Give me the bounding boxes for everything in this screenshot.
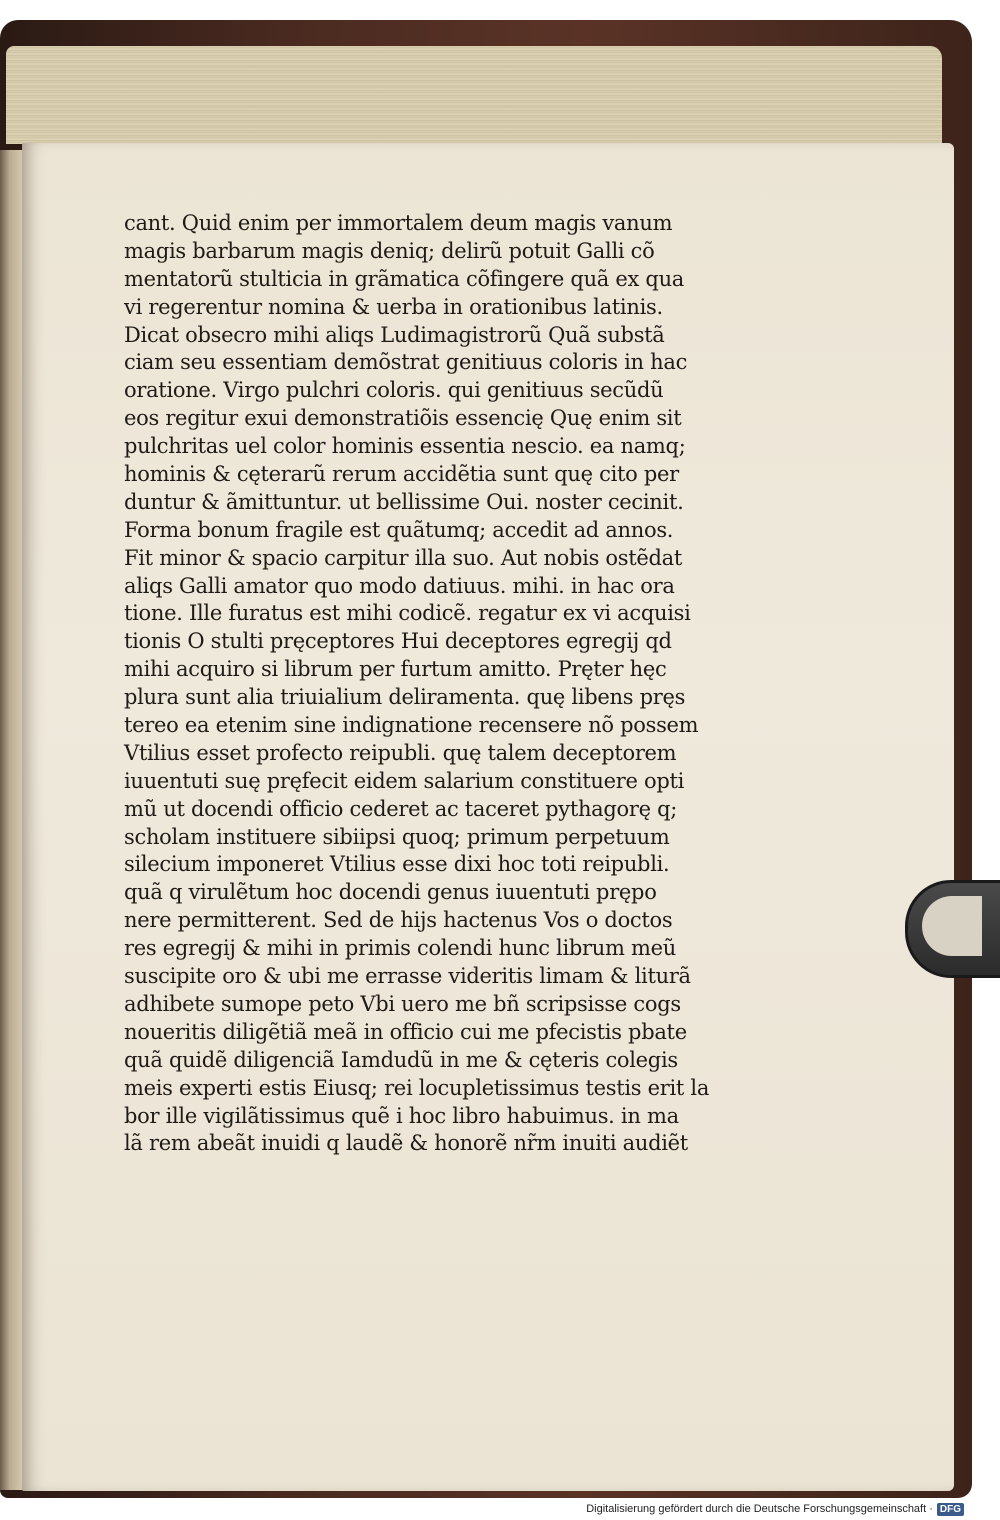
text-line: cant. Quid enim per immortalem deum magis vanum — [124, 211, 673, 235]
text-line: quã quidẽ diligenciã Iamdudũ in me & cęteris colegis — [124, 1047, 678, 1072]
text-line: res egregij & mihi in primis colendi hunc librum meũ — [124, 936, 676, 961]
text-line: meis experti estis Eiusq; rei locupletissimus testis erit la — [124, 1075, 710, 1100]
dfg-logo: DFG — [937, 1503, 964, 1516]
text-line: nere permitterent. Sed de hijs hactenus Vos o doctos — [124, 908, 673, 933]
text-line: Vtilius esset profecto reipubli. quę talem deceptorem — [124, 740, 677, 765]
text-line: oratione. Virgo pulchri coloris. qui genitiuus secũdũ — [124, 378, 664, 403]
text-line: mũ ut docendi officio cederet ac taceret pythagorę q; — [124, 796, 678, 821]
text-line: tionis O stulti pręceptores Hui deceptores egregij qd — [124, 629, 672, 654]
book-clasp-inner — [922, 896, 982, 956]
text-line: vi regerentur nomina & uerba in orationibus latinis. — [124, 294, 663, 319]
text-line: tione. Ille furatus est mihi codicẽ. regatur ex vi acquisi — [124, 601, 691, 626]
text-line: pulchritas uel color hominis essentia nescio. ea namq; — [124, 434, 686, 459]
text-line: ciam seu essentiam demõstrat genitiuus coloris in hac — [124, 350, 688, 375]
text-line: bor ille vigilãtissimus quẽ i hoc libro habuimus. in ma — [124, 1103, 679, 1128]
text-line: Forma bonum fragile est quãtumq; accedit ad annos. — [124, 517, 674, 542]
text-line: mihi acquiro si librum per furtum amitto. Pręter hęc — [124, 657, 667, 682]
page-edges — [6, 46, 942, 144]
text-line: silecium imponeret Vtilius esse dixi hoc toti reipubli. — [124, 852, 670, 877]
text-line: Fit minor & spacio carpitur illa suo. Aut nobis ostẽdat — [124, 545, 683, 570]
text-line: Dicat obsecro mihi aliqs Ludimagistrorũ Quã substã — [124, 322, 665, 347]
text-line: mentatorũ stulticia in grãmatica cõfingere quã ex qua — [124, 266, 685, 291]
text-line: aliqs Galli amator quo modo datiuus. mihi. in hac ora — [124, 573, 675, 598]
left-facing-page — [0, 150, 24, 1490]
credit-text: Digitalisierung gefördert durch die Deutsche Forschungsgemeinschaft · — [586, 1503, 933, 1515]
text-line: scholam instituere sibiipsi quoq; primum perpetuum — [124, 824, 670, 849]
page-text — [124, 210, 774, 1158]
text-line: duntur & ãmittuntur. ut bellissime Oui. noster cecinit. — [124, 489, 684, 514]
text-line: magis barbarum magis deniq; delirũ potuit Galli cõ — [124, 238, 655, 263]
text-line: iuuentuti suę pręfecit eidem salarium constituere opti — [124, 768, 685, 793]
text-line: suscipite oro & ubi me errasse videritis limam & liturã — [124, 964, 691, 989]
text-line: adhibete sumope peto Vbi uero me bñ scripsisse cogs — [124, 991, 681, 1016]
text-line: tereo ea etenim sine indignatione recensere nõ possem — [124, 713, 699, 738]
text-line: hominis & cęterarũ rerum accidẽtia sunt quę cito per — [124, 462, 679, 487]
text-line: lã rem abeãt inuidi q laudẽ & honorẽ nr̃m inuiti audiẽt — [124, 1131, 688, 1156]
text-line: eos regitur exui demonstratiõis essencię Quę enim sit — [124, 406, 682, 431]
digitization-credit — [586, 1500, 964, 1518]
text-line: noueritis diligẽtiã meã in officio cui me pfecistis pbate — [124, 1019, 687, 1044]
text-line: quã q virulẽtum hoc docendi genus iuuentuti prępo — [124, 880, 657, 905]
text-line: plura sunt alia triuialium deliramenta. quę libens pręs — [124, 685, 686, 710]
